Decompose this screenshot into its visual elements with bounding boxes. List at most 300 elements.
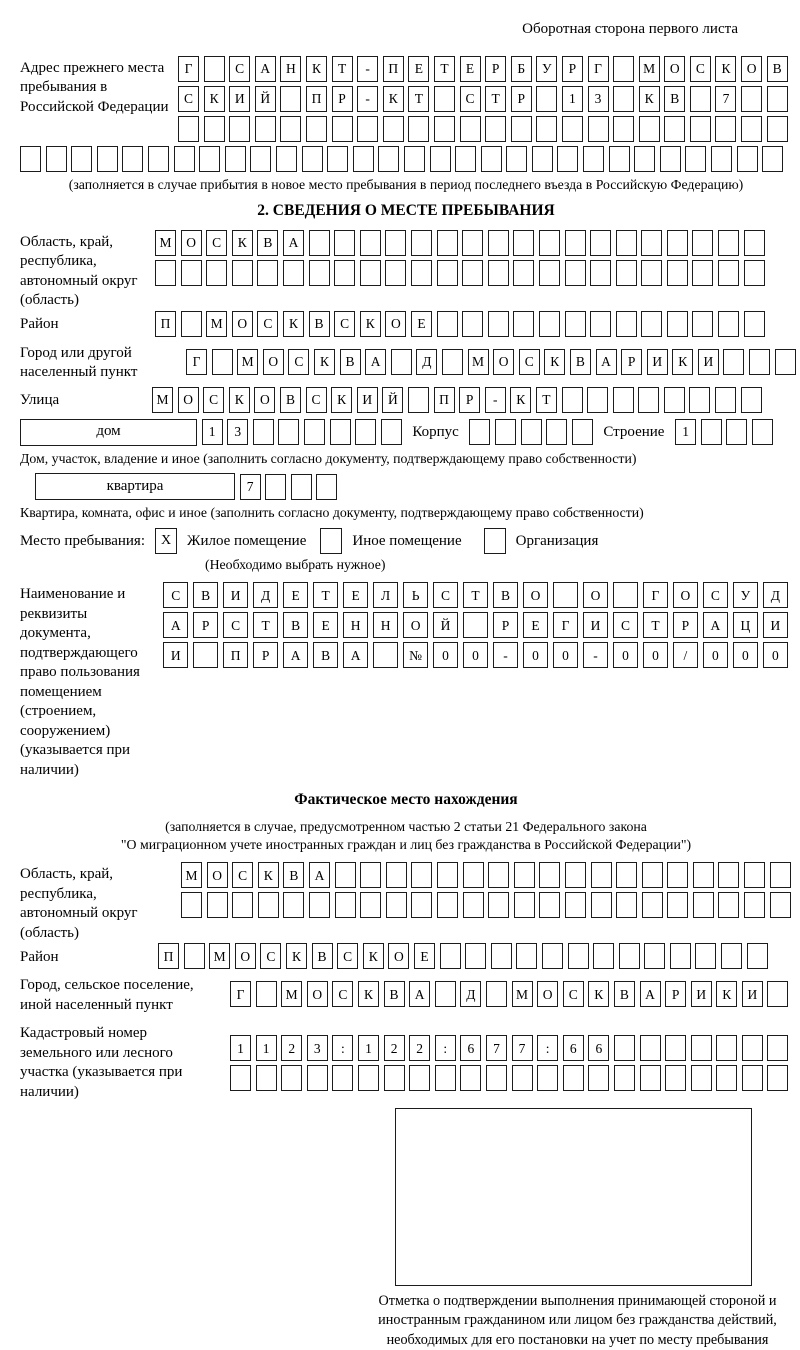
char-box[interactable]: [744, 230, 765, 256]
char-box[interactable]: А: [309, 862, 330, 888]
char-box[interactable]: К: [358, 981, 379, 1007]
char-box[interactable]: [553, 582, 578, 608]
char-box[interactable]: Р: [493, 612, 518, 638]
char-box[interactable]: М: [155, 230, 176, 256]
char-box[interactable]: Т: [313, 582, 338, 608]
char-box[interactable]: [204, 56, 225, 82]
char-box[interactable]: А: [365, 349, 386, 375]
char-box[interactable]: К: [510, 387, 531, 413]
char-box[interactable]: [506, 146, 527, 172]
char-box[interactable]: В: [614, 981, 635, 1007]
char-box[interactable]: :: [537, 1035, 558, 1061]
char-box[interactable]: №: [403, 642, 428, 668]
char-box[interactable]: [408, 116, 429, 142]
char-box[interactable]: [616, 260, 637, 286]
char-box[interactable]: Й: [382, 387, 403, 413]
char-box[interactable]: [613, 86, 634, 112]
char-box[interactable]: [193, 642, 218, 668]
char-box[interactable]: А: [283, 642, 308, 668]
char-box[interactable]: [434, 86, 455, 112]
char-box[interactable]: В: [280, 387, 301, 413]
char-box[interactable]: В: [283, 612, 308, 638]
char-box[interactable]: [716, 1065, 737, 1091]
char-box[interactable]: [718, 311, 739, 337]
char-box[interactable]: [360, 260, 381, 286]
char-box[interactable]: 2: [384, 1035, 405, 1061]
char-box[interactable]: А: [640, 981, 661, 1007]
char-box[interactable]: [309, 230, 330, 256]
char-box[interactable]: [516, 943, 537, 969]
char-box[interactable]: [437, 230, 458, 256]
char-box[interactable]: [486, 981, 507, 1007]
char-box[interactable]: Т: [408, 86, 429, 112]
char-box[interactable]: [291, 474, 312, 500]
char-box[interactable]: [255, 116, 276, 142]
char-box[interactable]: Н: [343, 612, 368, 638]
char-box[interactable]: [664, 387, 685, 413]
char-box[interactable]: [355, 419, 376, 445]
char-box[interactable]: [767, 1065, 788, 1091]
char-box[interactable]: У: [536, 56, 557, 82]
char-box[interactable]: К: [286, 943, 307, 969]
char-box[interactable]: К: [672, 349, 693, 375]
char-box[interactable]: И: [229, 86, 250, 112]
char-box[interactable]: [307, 1065, 328, 1091]
char-box[interactable]: [491, 943, 512, 969]
char-box[interactable]: [334, 260, 355, 286]
char-box[interactable]: [749, 349, 770, 375]
char-box[interactable]: 0: [433, 642, 458, 668]
char-box[interactable]: Д: [763, 582, 788, 608]
char-box[interactable]: С: [223, 612, 248, 638]
char-box[interactable]: С: [613, 612, 638, 638]
char-box[interactable]: Е: [414, 943, 435, 969]
char-box[interactable]: [767, 116, 788, 142]
char-box[interactable]: [332, 116, 353, 142]
char-box[interactable]: К: [715, 56, 736, 82]
char-box[interactable]: [463, 612, 488, 638]
char-box[interactable]: [276, 146, 297, 172]
char-box[interactable]: [667, 260, 688, 286]
char-box[interactable]: А: [343, 642, 368, 668]
char-box[interactable]: [583, 146, 604, 172]
char-box[interactable]: Н: [373, 612, 398, 638]
char-box[interactable]: К: [283, 311, 304, 337]
char-box[interactable]: [469, 419, 490, 445]
char-box[interactable]: [587, 387, 608, 413]
char-box[interactable]: [770, 892, 791, 918]
char-box[interactable]: [385, 230, 406, 256]
char-box[interactable]: И: [698, 349, 719, 375]
char-box[interactable]: 0: [463, 642, 488, 668]
char-box[interactable]: [181, 260, 202, 286]
char-box[interactable]: [434, 116, 455, 142]
char-box[interactable]: [488, 260, 509, 286]
char-box[interactable]: А: [163, 612, 188, 638]
char-box[interactable]: [642, 892, 663, 918]
char-box[interactable]: [613, 387, 634, 413]
char-box[interactable]: [335, 892, 356, 918]
char-box[interactable]: [718, 260, 739, 286]
char-box[interactable]: [46, 146, 67, 172]
char-box[interactable]: [767, 86, 788, 112]
char-box[interactable]: [718, 892, 739, 918]
char-box[interactable]: [488, 862, 509, 888]
char-box[interactable]: В: [493, 582, 518, 608]
char-box[interactable]: М: [639, 56, 660, 82]
char-box[interactable]: В: [313, 642, 338, 668]
char-box[interactable]: [281, 1065, 302, 1091]
char-box[interactable]: [742, 1035, 763, 1061]
char-box[interactable]: [357, 116, 378, 142]
char-box[interactable]: 7: [715, 86, 736, 112]
char-box[interactable]: [435, 981, 456, 1007]
char-box[interactable]: [664, 116, 685, 142]
char-box[interactable]: [562, 116, 583, 142]
char-box[interactable]: П: [306, 86, 327, 112]
char-box[interactable]: [557, 146, 578, 172]
char-box[interactable]: [455, 146, 476, 172]
char-box[interactable]: Р: [665, 981, 686, 1007]
char-box[interactable]: [206, 260, 227, 286]
char-box[interactable]: К: [383, 86, 404, 112]
char-box[interactable]: [437, 862, 458, 888]
char-box[interactable]: [463, 892, 484, 918]
char-box[interactable]: -: [583, 642, 608, 668]
char-box[interactable]: Т: [463, 582, 488, 608]
char-box[interactable]: [775, 349, 796, 375]
char-box[interactable]: С: [232, 862, 253, 888]
char-box[interactable]: 3: [588, 86, 609, 112]
char-box[interactable]: В: [309, 311, 330, 337]
char-box[interactable]: [747, 943, 768, 969]
char-box[interactable]: [385, 260, 406, 286]
char-box[interactable]: [565, 311, 586, 337]
char-box[interactable]: [404, 146, 425, 172]
char-box[interactable]: В: [767, 56, 788, 82]
char-box[interactable]: [539, 892, 560, 918]
char-box[interactable]: [462, 230, 483, 256]
char-box[interactable]: [174, 146, 195, 172]
char-box[interactable]: [391, 349, 412, 375]
char-box[interactable]: [488, 311, 509, 337]
char-box[interactable]: Т: [485, 86, 506, 112]
char-box[interactable]: [212, 349, 233, 375]
char-box[interactable]: [634, 146, 655, 172]
char-box[interactable]: Н: [280, 56, 301, 82]
char-box[interactable]: [306, 116, 327, 142]
char-box[interactable]: 0: [553, 642, 578, 668]
char-box[interactable]: Е: [313, 612, 338, 638]
char-box[interactable]: Е: [411, 311, 432, 337]
char-box[interactable]: А: [255, 56, 276, 82]
char-box[interactable]: В: [283, 862, 304, 888]
char-box[interactable]: [737, 146, 758, 172]
char-box[interactable]: [283, 260, 304, 286]
char-box[interactable]: [562, 387, 583, 413]
char-box[interactable]: [639, 116, 660, 142]
char-box[interactable]: А: [596, 349, 617, 375]
char-box[interactable]: 0: [523, 642, 548, 668]
char-box[interactable]: [411, 892, 432, 918]
char-box[interactable]: М: [152, 387, 173, 413]
char-box[interactable]: П: [158, 943, 179, 969]
char-box[interactable]: [565, 260, 586, 286]
char-box[interactable]: [692, 230, 713, 256]
char-box[interactable]: [148, 146, 169, 172]
char-box[interactable]: В: [257, 230, 278, 256]
char-box[interactable]: И: [763, 612, 788, 638]
char-box[interactable]: [588, 1065, 609, 1091]
char-box[interactable]: [250, 146, 271, 172]
char-box[interactable]: О: [254, 387, 275, 413]
char-box[interactable]: [642, 862, 663, 888]
char-box[interactable]: П: [155, 311, 176, 337]
char-box[interactable]: 1: [562, 86, 583, 112]
char-box[interactable]: В: [193, 582, 218, 608]
char-box[interactable]: 0: [763, 642, 788, 668]
char-box[interactable]: [521, 419, 542, 445]
char-box[interactable]: :: [435, 1035, 456, 1061]
char-box[interactable]: С: [260, 943, 281, 969]
char-box[interactable]: [97, 146, 118, 172]
char-box[interactable]: М: [181, 862, 202, 888]
char-box[interactable]: Е: [283, 582, 308, 608]
char-box[interactable]: Р: [253, 642, 278, 668]
char-box[interactable]: [546, 419, 567, 445]
char-box[interactable]: [280, 86, 301, 112]
char-box[interactable]: [465, 943, 486, 969]
char-box[interactable]: 1: [358, 1035, 379, 1061]
char-box[interactable]: С: [703, 582, 728, 608]
char-box[interactable]: [462, 260, 483, 286]
char-box[interactable]: Б: [511, 56, 532, 82]
char-box[interactable]: [532, 146, 553, 172]
char-box[interactable]: К: [306, 56, 327, 82]
char-box[interactable]: 2: [409, 1035, 430, 1061]
char-box[interactable]: [693, 862, 714, 888]
char-box[interactable]: [537, 1065, 558, 1091]
char-box[interactable]: [512, 1065, 533, 1091]
char-box[interactable]: [232, 892, 253, 918]
char-box[interactable]: В: [384, 981, 405, 1007]
char-box[interactable]: [460, 116, 481, 142]
char-box[interactable]: С: [288, 349, 309, 375]
char-box[interactable]: 1: [202, 419, 223, 445]
char-box[interactable]: [614, 1065, 635, 1091]
char-box[interactable]: [616, 862, 637, 888]
char-box[interactable]: [353, 146, 374, 172]
char-box[interactable]: Ц: [733, 612, 758, 638]
char-box[interactable]: [565, 230, 586, 256]
char-box[interactable]: И: [647, 349, 668, 375]
char-box[interactable]: Р: [485, 56, 506, 82]
char-box[interactable]: [384, 1065, 405, 1091]
char-box[interactable]: [667, 862, 688, 888]
char-box[interactable]: [667, 230, 688, 256]
char-box[interactable]: [609, 146, 630, 172]
char-box[interactable]: [462, 311, 483, 337]
char-box[interactable]: К: [639, 86, 660, 112]
char-box[interactable]: К: [204, 86, 225, 112]
char-box[interactable]: [437, 260, 458, 286]
char-box[interactable]: [204, 116, 225, 142]
char-box[interactable]: [378, 146, 399, 172]
char-box[interactable]: [691, 1035, 712, 1061]
char-box[interactable]: [265, 474, 286, 500]
char-box[interactable]: [488, 230, 509, 256]
char-box[interactable]: [514, 862, 535, 888]
char-box[interactable]: С: [460, 86, 481, 112]
char-box[interactable]: [591, 892, 612, 918]
char-box[interactable]: И: [583, 612, 608, 638]
char-box[interactable]: М: [237, 349, 258, 375]
char-box[interactable]: Д: [416, 349, 437, 375]
char-box[interactable]: [302, 146, 323, 172]
char-box[interactable]: С: [337, 943, 358, 969]
char-box[interactable]: [593, 943, 614, 969]
char-box[interactable]: [536, 116, 557, 142]
char-box[interactable]: [660, 146, 681, 172]
char-box[interactable]: [330, 419, 351, 445]
char-box[interactable]: Е: [343, 582, 368, 608]
char-box[interactable]: [767, 981, 788, 1007]
char-box[interactable]: [718, 862, 739, 888]
char-box[interactable]: И: [163, 642, 188, 668]
char-box[interactable]: В: [664, 86, 685, 112]
residence-checkbox-zhiloe[interactable]: X: [155, 528, 177, 554]
char-box[interactable]: [691, 1065, 712, 1091]
char-box[interactable]: 7: [512, 1035, 533, 1061]
char-box[interactable]: 6: [588, 1035, 609, 1061]
char-box[interactable]: С: [206, 230, 227, 256]
char-box[interactable]: 0: [643, 642, 668, 668]
char-box[interactable]: 3: [307, 1035, 328, 1061]
char-box[interactable]: [716, 1035, 737, 1061]
char-box[interactable]: [690, 116, 711, 142]
char-box[interactable]: К: [331, 387, 352, 413]
char-box[interactable]: [460, 1065, 481, 1091]
char-box[interactable]: [665, 1065, 686, 1091]
char-box[interactable]: [411, 230, 432, 256]
char-box[interactable]: К: [314, 349, 335, 375]
char-box[interactable]: [565, 862, 586, 888]
char-box[interactable]: И: [742, 981, 763, 1007]
char-box[interactable]: К: [363, 943, 384, 969]
char-box[interactable]: [693, 892, 714, 918]
char-box[interactable]: А: [283, 230, 304, 256]
char-box[interactable]: [430, 146, 451, 172]
char-box[interactable]: С: [229, 56, 250, 82]
char-box[interactable]: [514, 892, 535, 918]
char-box[interactable]: [360, 230, 381, 256]
char-box[interactable]: [619, 943, 640, 969]
char-box[interactable]: [641, 260, 662, 286]
char-box[interactable]: [20, 146, 41, 172]
char-box[interactable]: С: [332, 981, 353, 1007]
char-box[interactable]: [488, 892, 509, 918]
char-box[interactable]: [411, 862, 432, 888]
char-box[interactable]: Д: [253, 582, 278, 608]
char-box[interactable]: Г: [553, 612, 578, 638]
char-box[interactable]: С: [257, 311, 278, 337]
char-box[interactable]: Р: [459, 387, 480, 413]
char-box[interactable]: Е: [460, 56, 481, 82]
char-box[interactable]: И: [691, 981, 712, 1007]
char-box[interactable]: [360, 892, 381, 918]
char-box[interactable]: [258, 892, 279, 918]
char-box[interactable]: О: [493, 349, 514, 375]
char-box[interactable]: [381, 419, 402, 445]
char-box[interactable]: 0: [613, 642, 638, 668]
char-box[interactable]: [440, 943, 461, 969]
char-box[interactable]: [536, 86, 557, 112]
char-box[interactable]: О: [263, 349, 284, 375]
char-box[interactable]: Р: [673, 612, 698, 638]
char-box[interactable]: 1: [675, 419, 696, 445]
char-box[interactable]: [744, 260, 765, 286]
char-box[interactable]: К: [716, 981, 737, 1007]
char-box[interactable]: К: [232, 230, 253, 256]
char-box[interactable]: [256, 1065, 277, 1091]
char-box[interactable]: О: [235, 943, 256, 969]
char-box[interactable]: 7: [486, 1035, 507, 1061]
char-box[interactable]: [715, 116, 736, 142]
char-box[interactable]: К: [258, 862, 279, 888]
char-box[interactable]: [278, 419, 299, 445]
char-box[interactable]: [690, 86, 711, 112]
char-box[interactable]: [613, 116, 634, 142]
char-box[interactable]: [437, 311, 458, 337]
char-box[interactable]: Г: [230, 981, 251, 1007]
char-box[interactable]: [335, 862, 356, 888]
char-box[interactable]: [181, 311, 202, 337]
char-box[interactable]: [309, 892, 330, 918]
char-box[interactable]: [442, 349, 463, 375]
char-box[interactable]: [373, 642, 398, 668]
char-box[interactable]: [386, 892, 407, 918]
char-box[interactable]: [695, 943, 716, 969]
char-box[interactable]: [539, 260, 560, 286]
char-box[interactable]: [327, 146, 348, 172]
char-box[interactable]: С: [334, 311, 355, 337]
char-box[interactable]: [665, 1035, 686, 1061]
char-box[interactable]: [485, 116, 506, 142]
char-box[interactable]: [386, 862, 407, 888]
char-box[interactable]: 0: [703, 642, 728, 668]
char-box[interactable]: [741, 387, 762, 413]
char-box[interactable]: [752, 419, 773, 445]
char-box[interactable]: 3: [227, 419, 248, 445]
char-box[interactable]: [232, 260, 253, 286]
char-box[interactable]: [542, 943, 563, 969]
char-box[interactable]: М: [468, 349, 489, 375]
char-box[interactable]: [316, 474, 337, 500]
char-box[interactable]: В: [570, 349, 591, 375]
char-box[interactable]: С: [563, 981, 584, 1007]
char-box[interactable]: :: [332, 1035, 353, 1061]
char-box[interactable]: [590, 230, 611, 256]
char-box[interactable]: [711, 146, 732, 172]
char-box[interactable]: [616, 892, 637, 918]
char-box[interactable]: [358, 1065, 379, 1091]
char-box[interactable]: С: [433, 582, 458, 608]
char-box[interactable]: [670, 943, 691, 969]
char-box[interactable]: О: [403, 612, 428, 638]
char-box[interactable]: О: [537, 981, 558, 1007]
char-box[interactable]: [332, 1065, 353, 1091]
char-box[interactable]: Т: [434, 56, 455, 82]
